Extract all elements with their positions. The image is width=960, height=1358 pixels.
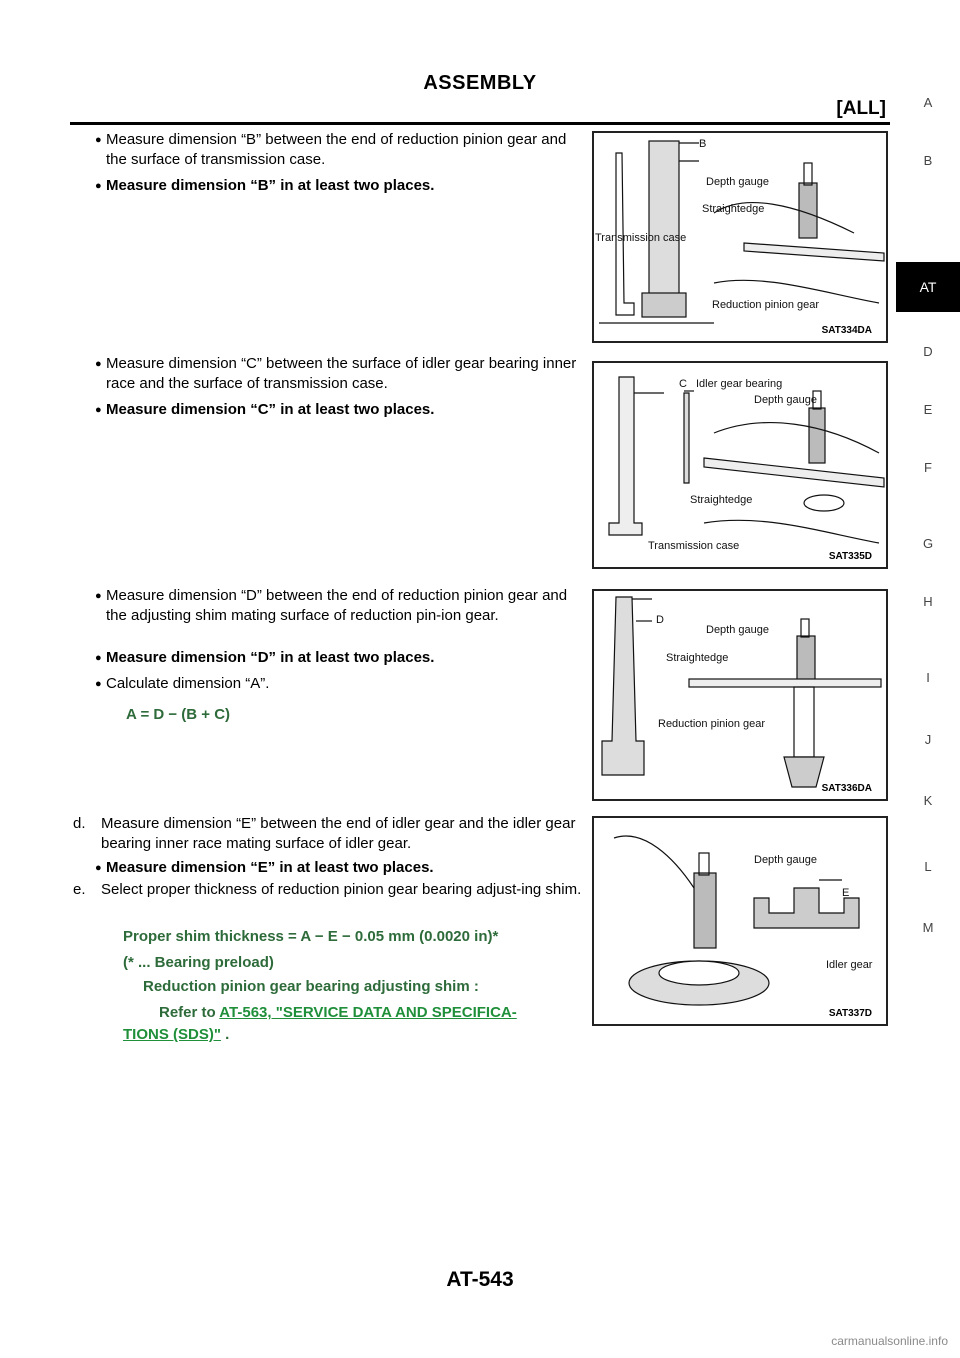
fig3-label-straightedge: Straightedge: [666, 652, 729, 664]
bullet-measure-d-two-places: ● Measure dimension “D” in at least two places.: [95, 649, 435, 666]
fig2-label-idler-gear-bearing: Idler gear bearing: [696, 378, 783, 390]
sds-link-cont[interactable]: TIONS (SDS)": [123, 1026, 221, 1043]
bullet-dot-icon: ●: [95, 590, 102, 602]
sds-link[interactable]: AT-563, "SERVICE DATA AND SPECIFICA-: [219, 1004, 517, 1021]
tab-a[interactable]: A: [923, 95, 933, 110]
bullet-dot-icon: ●: [95, 678, 102, 690]
figure-measure-e: [592, 816, 888, 1026]
watermark: carmanualsonline.info: [831, 1334, 948, 1348]
fig3-label-d: D: [656, 614, 664, 626]
tab-h[interactable]: H: [923, 594, 933, 609]
bullet-measure-c-two-places: ● Measure dimension “C” in at least two places.: [95, 401, 435, 418]
tab-d[interactable]: D: [923, 344, 933, 359]
bullet-dot-icon: ●: [95, 652, 102, 664]
bullet-measure-b-two-places: ● Measure dimension “B” in at least two places.: [95, 177, 435, 194]
tab-e[interactable]: E: [923, 402, 933, 417]
figure-code: SAT334DA: [821, 325, 872, 336]
fig2-label-straightedge: Straightedge: [690, 494, 753, 506]
tab-k[interactable]: K: [923, 793, 933, 808]
tab-l[interactable]: L: [924, 859, 932, 874]
figure-code: SAT337D: [828, 1008, 872, 1019]
bullet-measure-b: ● Measure dimension “B” between the end of reduction pinion gear and the surface of transmission case.: [95, 131, 567, 168]
fig1-label-reduction-pinion-gear: Reduction pinion gear: [712, 299, 820, 311]
figure-measure-d-drawing: [594, 591, 886, 799]
shim-label: Reduction pinion gear bearing adjusting shim :: [143, 978, 479, 995]
page-number: AT-543: [446, 1268, 514, 1291]
step-e: e. Select proper thickness of reduction pinion gear bearing adjust-ing shim.: [73, 881, 582, 898]
tab-f[interactable]: F: [924, 460, 932, 475]
bullet-calculate-a: ● Calculate dimension “A”.: [95, 675, 270, 692]
tab-at[interactable]: AT: [896, 262, 960, 312]
fig2-label-c: C: [679, 378, 687, 390]
figure-measure-c: [592, 361, 888, 569]
tab-i[interactable]: I: [926, 670, 930, 685]
tab-g[interactable]: G: [922, 536, 934, 551]
bullet-measure-d: ● Measure dimension “D” between the end of reduction pinion gear and the adjusting shim mating surface of reduction pin-ion gear.: [95, 587, 568, 624]
fig3-label-reduction-pinion-gear: Reduction pinion gear: [658, 718, 766, 730]
fig4-label-e: E: [842, 887, 850, 899]
bullet-dot-icon: ●: [95, 358, 102, 370]
fig4-label-idler-gear: Idler gear: [826, 959, 873, 971]
formula-a: A = D − (B + C): [126, 706, 231, 723]
figure-code: SAT336DA: [821, 783, 872, 794]
page-title: ASSEMBLY: [423, 72, 537, 94]
tab-m[interactable]: M: [922, 920, 934, 935]
tab-b[interactable]: B: [923, 153, 933, 168]
fig1-label-straightedge: Straightedge: [702, 203, 765, 215]
fig4-label-depth-gauge: Depth gauge: [754, 854, 817, 866]
tab-j[interactable]: J: [924, 732, 932, 747]
bullet-dot-icon: ●: [95, 134, 102, 146]
step-d: d. Measure dimension “E” between the end of idler gear and the idler gear bearing inner race mating surface of idler gear. ● Measure dimension “E” in at least two places.: [73, 815, 576, 876]
figure-measure-e-drawing: [594, 818, 886, 1024]
fig1-label-b: B: [699, 138, 707, 150]
bullet-dot-icon: ●: [95, 180, 102, 192]
fig1-label-depth-gauge: Depth gauge: [706, 176, 769, 188]
preload-note: (* ... Bearing preload): [123, 954, 274, 971]
figure-code: SAT335D: [828, 551, 872, 562]
fig1-label-transmission-case: Transmission case: [595, 232, 687, 244]
bullet-measure-c: ● Measure dimension “C” between the surface of idler gear bearing inner race and the surface of transmission case.: [95, 355, 577, 392]
page-subtitle: [ALL]: [836, 98, 886, 119]
bullet-dot-icon: ●: [95, 404, 102, 416]
fig3-label-depth-gauge: Depth gauge: [706, 624, 769, 636]
figure-measure-d: [592, 589, 888, 801]
figure-measure-c-drawing: [594, 363, 886, 567]
fig2-label-transmission-case: Transmission case: [648, 540, 740, 552]
bullet-dot-icon: ●: [95, 862, 102, 874]
formula-shim: Proper shim thickness = A − E − 0.05 mm (0.0020 in)*: [123, 928, 499, 945]
figure-measure-b-drawing: [594, 133, 886, 341]
header-rule: [70, 122, 890, 125]
figure-measure-b: [592, 131, 888, 343]
sds-reference: Refer to AT-563, "SERVICE DATA AND SPECIFICA- TIONS (SDS)" .: [123, 1004, 517, 1043]
fig2-label-depth-gauge: Depth gauge: [754, 394, 817, 406]
